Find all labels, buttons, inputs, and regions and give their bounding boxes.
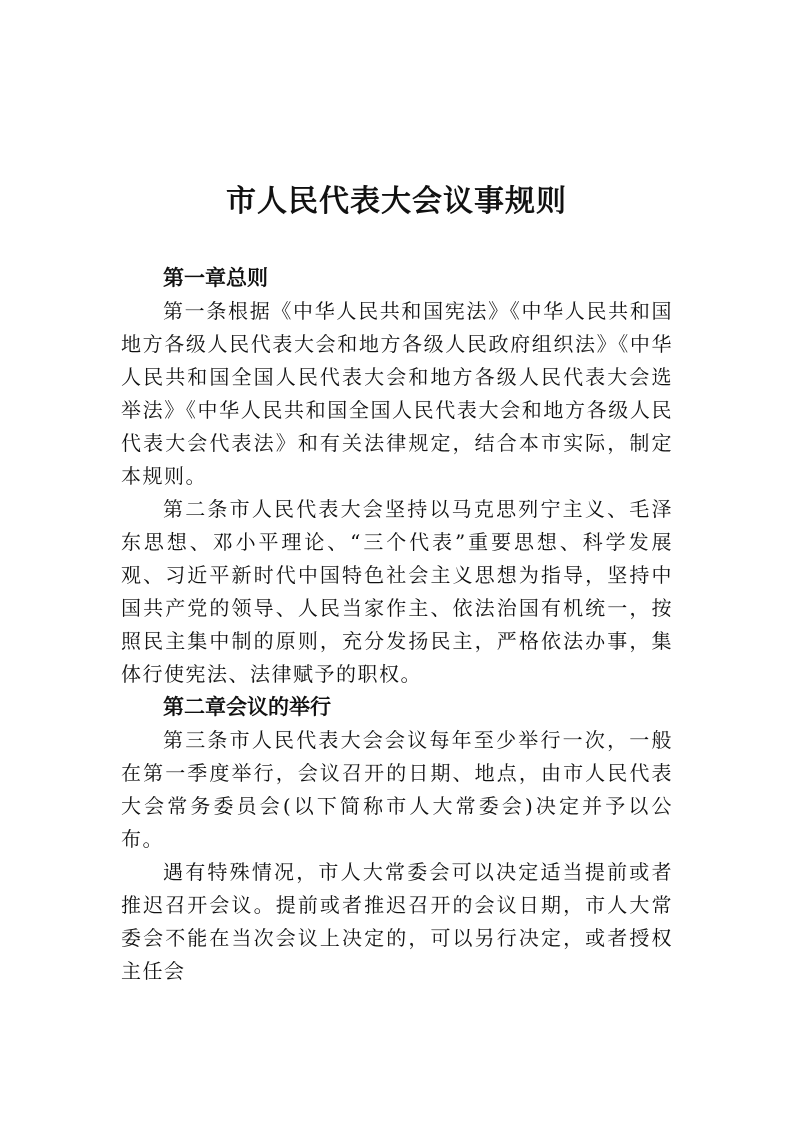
article-1-paragraph: 第一条根据《中华人民共和国宪法》《中华人民共和国地方各级人民代表大会和地方各级人民政府组织法》《中华人民共和国全国人民代表大会和地方各级人民代表大会选举法》《中华人民共和国全国人民代表大会和地方各级人民代表大会代表法》和有关法律规定，结合本市实际，制定本规则。 xyxy=(121,299,673,488)
chapter-heading-1: 第一章总则 xyxy=(163,266,268,290)
document-title: 市人民代表大会议事规则 xyxy=(226,184,567,219)
document-body xyxy=(121,262,673,988)
chapter-heading-2: 第二章会议的举行 xyxy=(163,695,331,719)
article-3-continued-paragraph: 遇有特殊情况，市人大常委会可以决定适当提前或者推迟召开会议。提前或者推迟召开的会议日期，市人大常委会不能在当次会议上决定的，可以另行决定，或者授权主任会 xyxy=(121,860,673,983)
article-3-paragraph: 第三条市人民代表大会会议每年至少举行一次，一般在第一季度举行，会议召开的日期、地点，由市人民代表大会常务委员会(以下简称市人大常委会)决定并予以公布。 xyxy=(121,728,673,851)
article-2-paragraph: 第二条市人民代表大会坚持以马克思列宁主义、毛泽东思想、邓小平理论、“三个代表”重要思想、科学发展观、习近平新时代中国特色社会主义思想为指导，坚持中国共产党的领导、人民当家作主、依法治国有机统一，按照民主集中制的原则，充分发扬民主，严格依法办事，集体行使宪法、法律赋予的职权。 xyxy=(121,497,673,686)
